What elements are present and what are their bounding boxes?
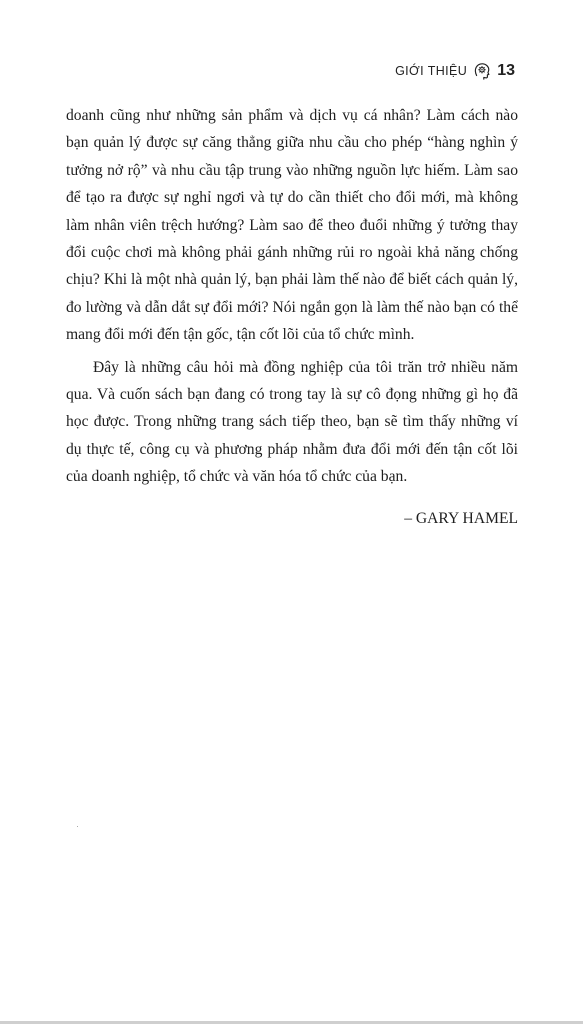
head-gear-icon (473, 62, 491, 80)
paragraph: doanh cũng như những sản phẩm và dịch vụ cá nhân? Làm cách nào bạn quản lý được sự căng thẳng giữa nhu cầu cho phép “hàng nghìn ý tưởng nở rộ” và nhu cầu tập trung vào những nguồn lực hiếm. Làm sao để tạo ra được sự nghỉ ngơi và tự do cần thiết cho đổi mới, mà không làm nhân viên trệch hướng? Làm sao để theo đuổi những ý tưởng thay đổi cuộc chơi mà không phải gánh những rủi ro ngoài khả năng chống chịu? Khi là một nhà quản lý, bạn phải làm thế nào để biết cách quản lý, đo lường và dẫn dắt sự đổi mới? Nói ngắn gọn là làm thế nào bạn có thể mang đổi mới đến tận gốc, tận cốt lõi của tổ chức mình. (66, 107, 518, 344)
paper-speck (77, 826, 78, 827)
running-header (395, 62, 515, 80)
page-number: 13 (497, 62, 515, 79)
paragraph: Đây là những câu hỏi mà đồng nghiệp của tôi trăn trở nhiều năm qua. Và cuốn sách bạn đang có trong tay là sự cô đọng những gì họ đã học được. Trong những trang sách tiếp theo, bạn sẽ tìm thấy những ví dụ thực tế, công cụ và phương pháp nhằm đưa đổi mới đến tận cốt lõi của doanh nghiệp, tổ chức và văn hóa tổ chức của bạn. (66, 358, 518, 486)
section-title: GIỚI THIỆU (395, 64, 468, 78)
body-text (66, 102, 518, 532)
author-signature: – GARY HAMEL (404, 509, 518, 527)
